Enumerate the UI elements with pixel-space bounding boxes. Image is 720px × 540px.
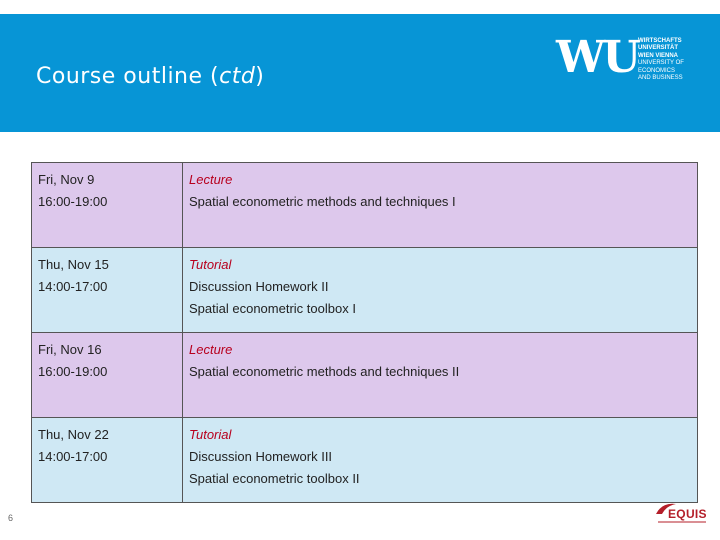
- table-row: [32, 248, 698, 333]
- schedule-table: [31, 162, 698, 503]
- content-cell: Lecture Spatial econometric methods and techniques I: [183, 163, 698, 248]
- content-cell: Tutorial Discussion Homework III Spatial econometric toolbox II: [183, 418, 698, 503]
- table-row: [32, 163, 698, 248]
- wu-logo-mark: WU: [556, 32, 638, 83]
- equis-logo: EQUIS: [654, 500, 710, 526]
- date-cell: Thu, Nov 22 14:00-17:00: [32, 418, 183, 503]
- wu-logo-text: WIRTSCHAFTS UNIVERSITÄT WIEN VIENNA UNIVERSITY OF ECONOMICS AND BUSINESS: [638, 38, 684, 82]
- slide-title: Course outline (ctd): [36, 64, 265, 89]
- date-cell: Fri, Nov 9 16:00-19:00: [32, 163, 183, 248]
- content-cell: Lecture Spatial econometric methods and techniques II: [183, 333, 698, 418]
- date-cell: Thu, Nov 15 14:00-17:00: [32, 248, 183, 333]
- table-row: [32, 333, 698, 418]
- date-cell: Fri, Nov 16 16:00-19:00: [32, 333, 183, 418]
- content-cell: Tutorial Discussion Homework II Spatial econometric toolbox I: [183, 248, 698, 333]
- table-row: [32, 418, 698, 503]
- wu-logo: [556, 32, 696, 106]
- page-number: 6: [8, 513, 14, 523]
